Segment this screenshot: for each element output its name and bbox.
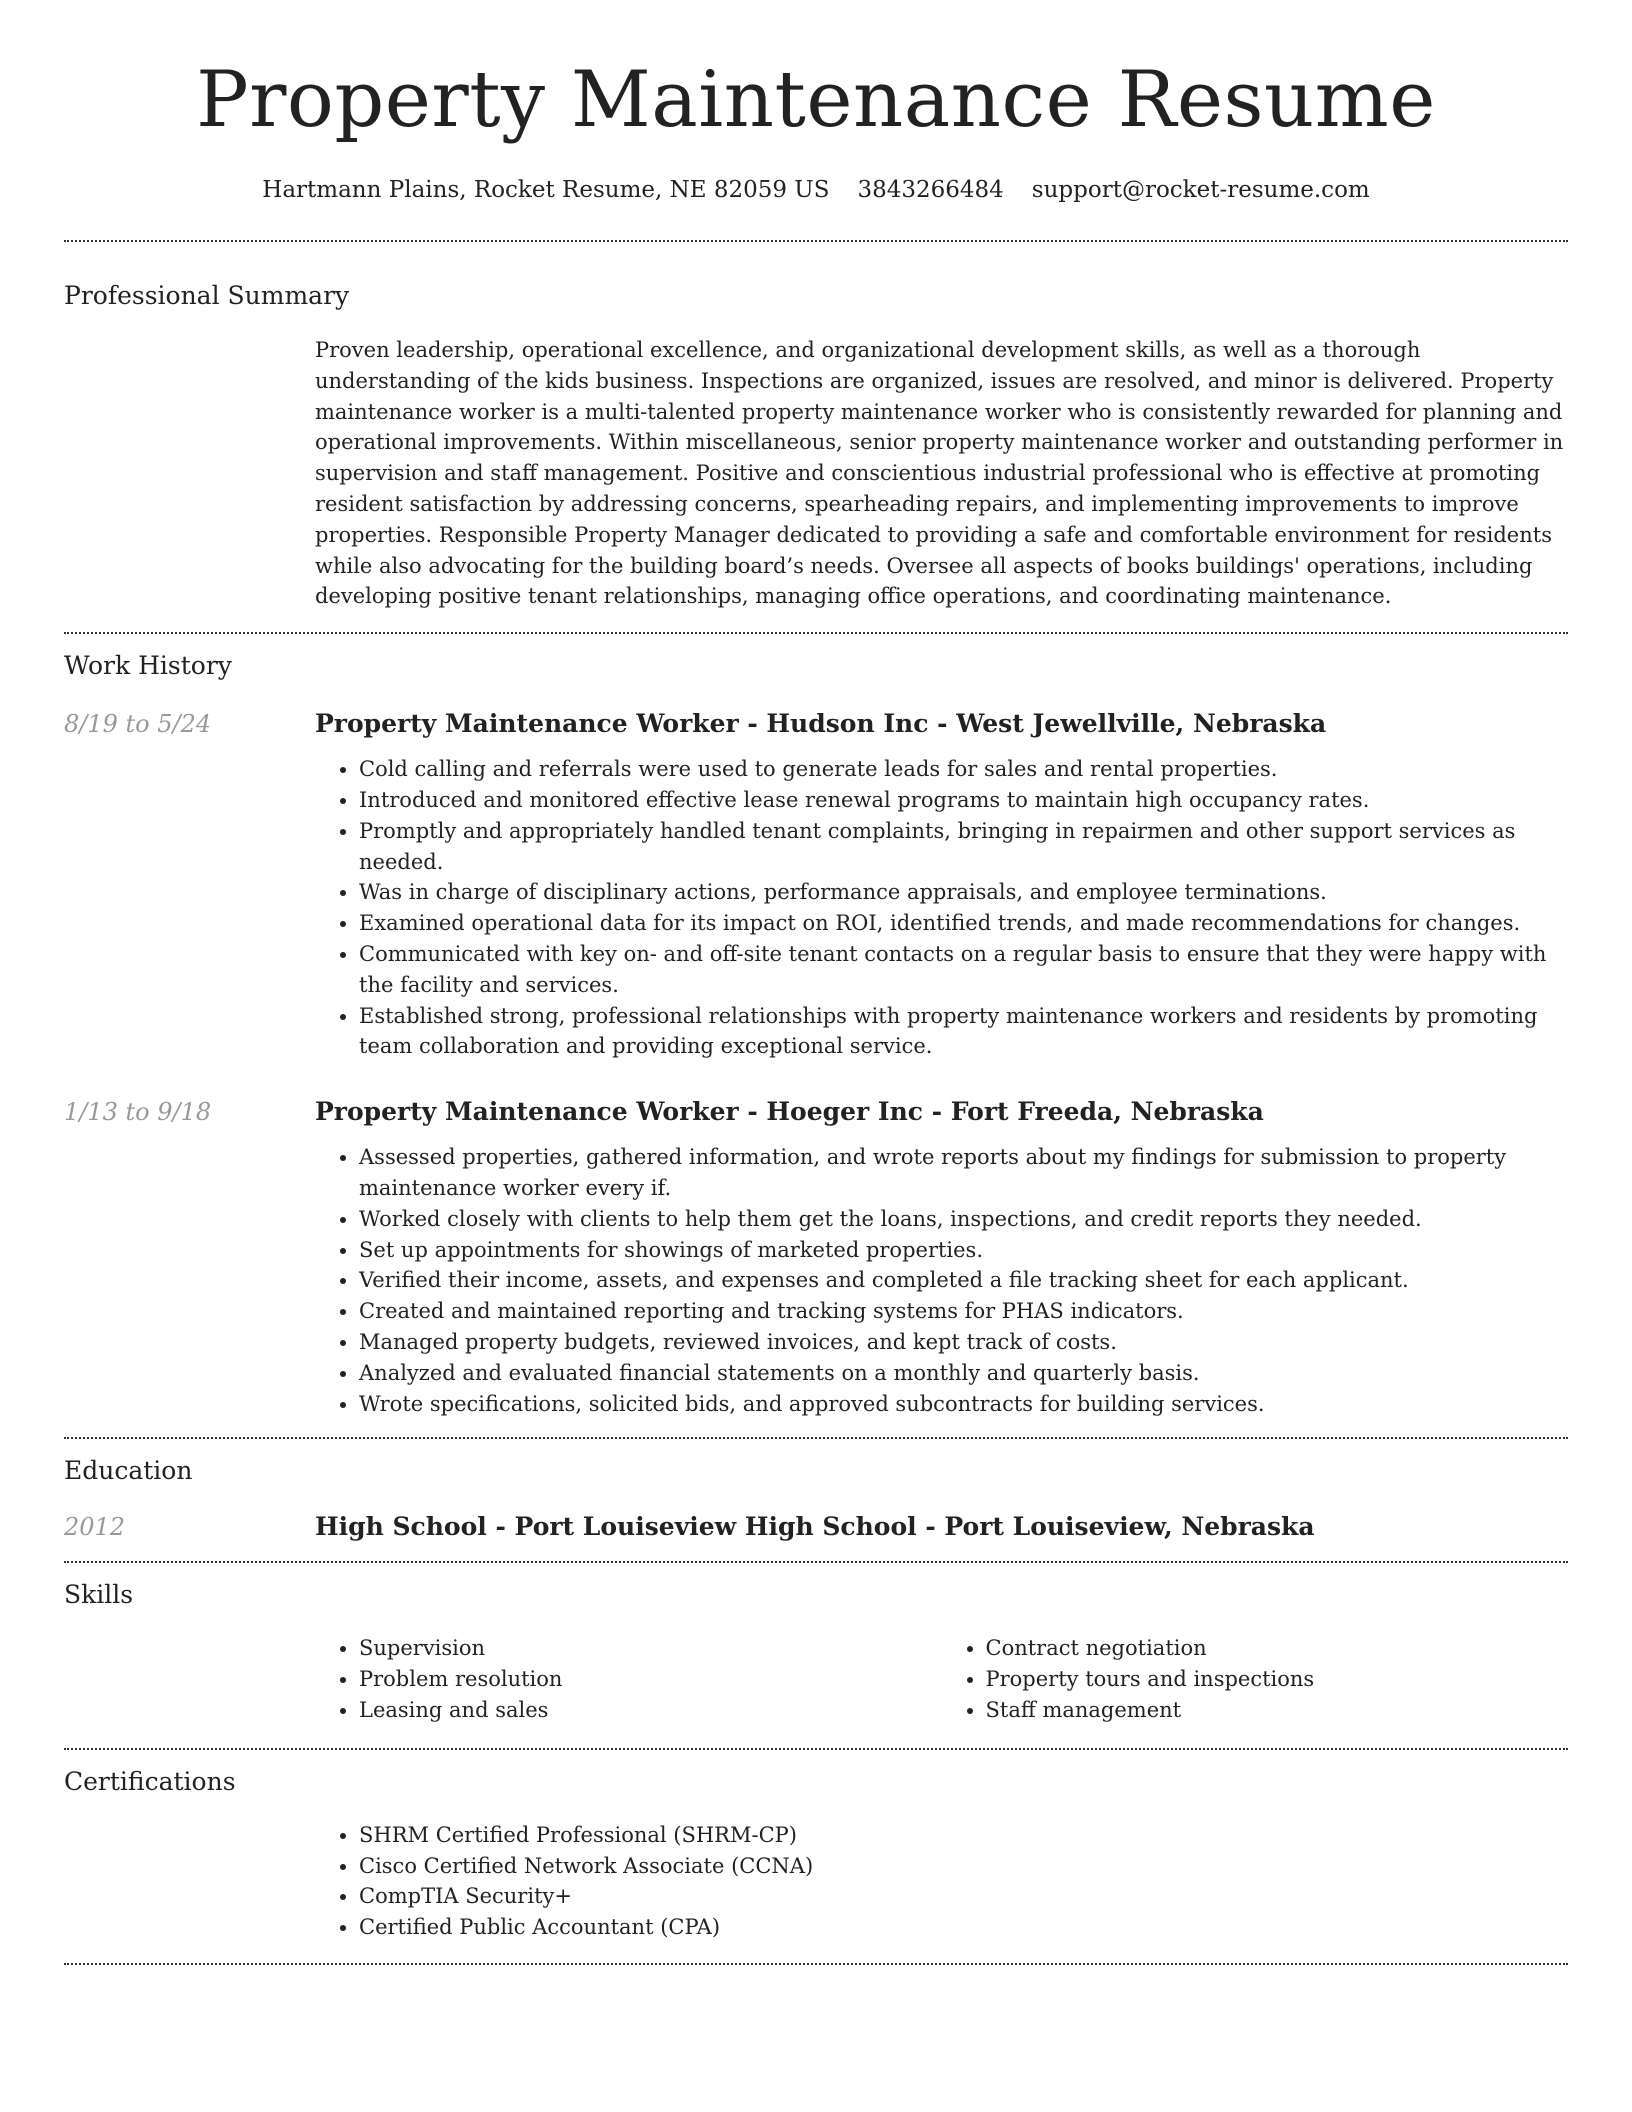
education-entry	[64, 1511, 1568, 1543]
summary-heading: Professional Summary	[64, 281, 350, 310]
certifications-section	[64, 1766, 1568, 1943]
job-heading: Property Maintenance Worker - Hoeger Inc - Fort Freeda, Nebraska	[315, 1097, 1264, 1127]
contact-info	[64, 174, 1568, 206]
job-dates: 8/19 to 5/24	[64, 710, 212, 739]
list-item: • Leasing and sales	[359, 1695, 942, 1726]
list-item: • Assessed properties, gathered information, and wrote reports about my findings for submission to property maintenance worker every if.	[359, 1142, 1568, 1204]
job-duties	[315, 1142, 1568, 1419]
job-dates: 1/13 to 9/18	[64, 1098, 212, 1127]
divider	[64, 1748, 1568, 1750]
list-item: • Examined operational data for its impact on ROI, identified trends, and made recommendations for changes.	[359, 908, 1568, 939]
list-item: • Was in charge of disciplinary actions, performance appraisals, and employee terminations.	[359, 877, 1568, 908]
education-year: 2012	[64, 1513, 126, 1542]
divider	[64, 240, 1568, 242]
job-heading: Property Maintenance Worker - Hudson Inc - West Jewellville, Nebraska	[315, 709, 1327, 739]
work-history-heading: Work History	[64, 651, 232, 681]
list-item: • Contract negotiation	[986, 1633, 1569, 1664]
job-entry	[64, 708, 1568, 1062]
divider	[64, 1561, 1568, 1563]
resume-title: Property Maintenance Resume	[196, 55, 1436, 145]
contact-phone: 3843266484	[857, 177, 1004, 203]
list-item: • Supervision	[359, 1633, 942, 1664]
contact-email: support@rocket-resume.com	[1031, 177, 1370, 203]
list-item: • Verified their income, assets, and expenses and completed a file tracking sheet for each applicant.	[359, 1265, 1568, 1296]
skills-heading: Skills	[64, 1580, 134, 1610]
skills-column-right	[942, 1633, 1569, 1725]
list-item: • Staff management	[986, 1695, 1569, 1726]
education-section	[64, 1455, 1568, 1543]
education-heading: Education	[64, 1456, 193, 1486]
list-item: • Cold calling and referrals were used to generate leads for sales and rental properties.	[359, 754, 1568, 785]
list-item: • Promptly and appropriately handled tenant complaints, bringing in repairmen and other support services as needed.	[359, 816, 1568, 878]
divider	[64, 632, 1568, 634]
summary-section	[64, 280, 1568, 612]
list-item: • Created and maintained reporting and tracking systems for PHAS indicators.	[359, 1296, 1568, 1327]
list-item: • Analyzed and evaluated financial statements on a monthly and quarterly basis.	[359, 1358, 1568, 1389]
certifications-heading: Certifications	[64, 1766, 236, 1796]
list-item: • Set up appointments for showings of marketed properties.	[359, 1235, 1568, 1266]
job-entry	[64, 1096, 1568, 1419]
list-item: • SHRM Certified Professional (SHRM-CP)	[359, 1820, 1568, 1851]
list-item: • Communicated with key on- and off-site tenant contacts on a regular basis to ensure that they were happy with the facility and services.	[359, 939, 1568, 1001]
list-item: • CompTIA Security+	[359, 1881, 1568, 1912]
work-history-section	[64, 650, 1568, 1419]
list-item: • Problem resolution	[359, 1664, 942, 1695]
list-item: • Managed property budgets, reviewed invoices, and kept track of costs.	[359, 1327, 1568, 1358]
list-item: • Property tours and inspections	[986, 1664, 1569, 1695]
skills-column-left	[315, 1633, 942, 1725]
list-item: • Established strong, professional relationships with property maintenance workers and residents by promoting team collaboration and providing exceptional service.	[359, 1001, 1568, 1063]
list-item: • Certified Public Accountant (CPA)	[359, 1912, 1568, 1943]
divider	[64, 1437, 1568, 1439]
list-item: • Wrote specifications, solicited bids, and approved subcontracts for building services.	[359, 1389, 1568, 1420]
divider	[64, 1963, 1568, 1965]
list-item: • Cisco Certified Network Associate (CCNA)	[359, 1851, 1568, 1882]
skills-list	[315, 1633, 1568, 1725]
list-item: • Worked closely with clients to help them get the loans, inspections, and credit reports they needed.	[359, 1204, 1568, 1235]
certifications-list	[315, 1820, 1568, 1943]
job-duties	[315, 754, 1568, 1062]
contact-address: Hartmann Plains, Rocket Resume, NE 82059 US	[262, 177, 830, 203]
list-item: • Introduced and monitored effective lease renewal programs to maintain high occupancy rates.	[359, 785, 1568, 816]
education-heading-line: High School - Port Louiseview High School - Port Louiseview, Nebraska	[315, 1512, 1315, 1542]
skills-section	[64, 1579, 1568, 1725]
summary-text: Proven leadership, operational excellence, and organizational development skills, as well as a thorough understanding of the kids business. Inspections are organized, issues are resolved, and minor is delivered. Property maintenance worker is a multi-talented property maintenance worker who is consistently rewarded for planning and operational improvements. Within miscellaneous, senior property maintenance worker and outstanding performer in supervision and staff management. Positive and conscientious industrial professional who is effective at promoting resident satisfaction by addressing concerns, spearheading repairs, and implementing improvements to improve properties. Responsible Property Manager dedicated to providing a safe and comfortable environment for residents while also advocating for the building board’s needs. Oversee all aspects of books buildings' operations, including developing positive tenant relationships, managing office operations, and coordinating maintenance.	[315, 338, 1564, 609]
